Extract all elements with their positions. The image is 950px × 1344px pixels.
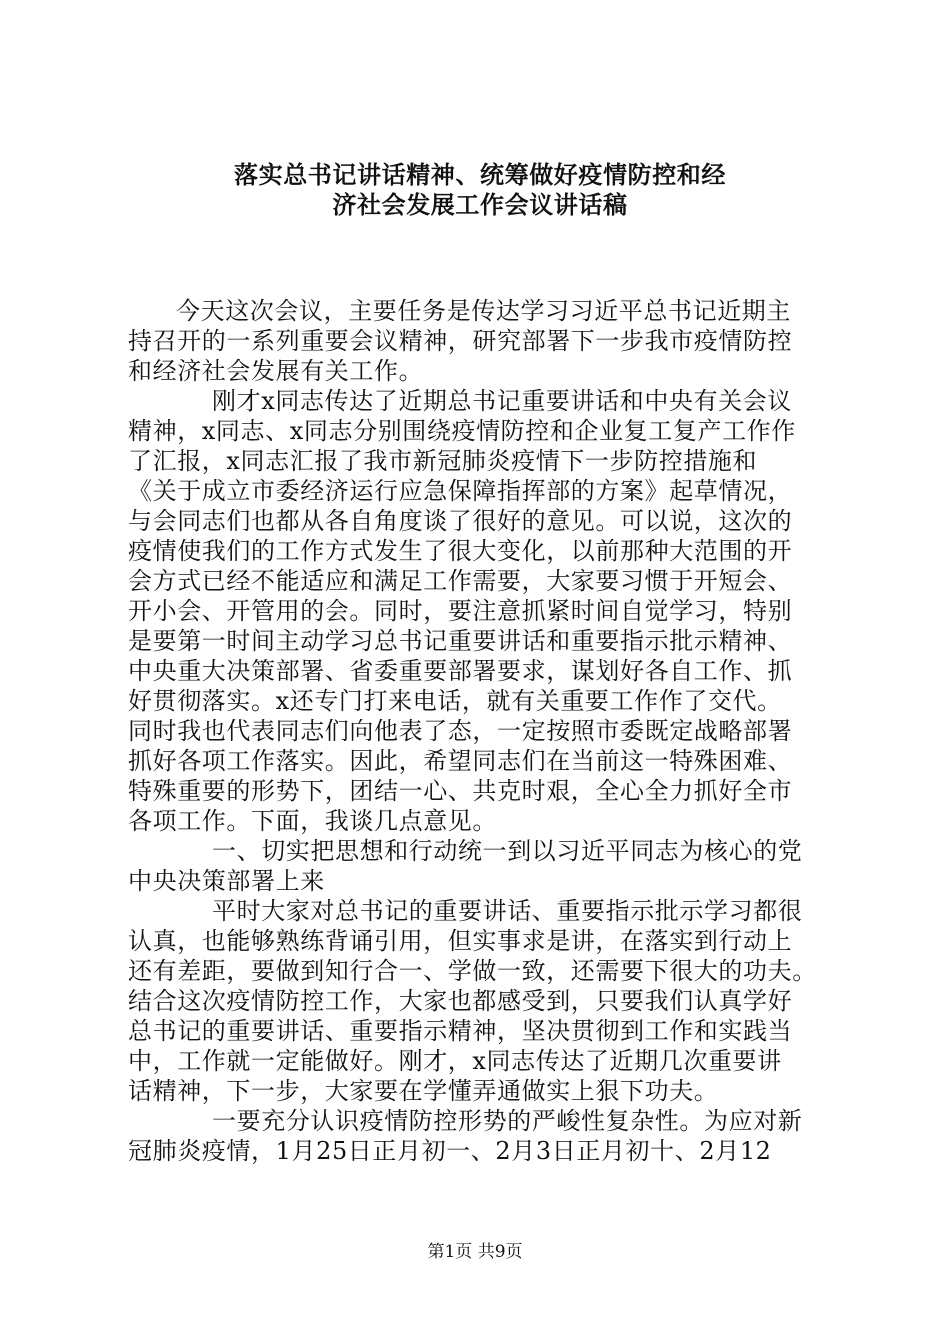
paragraph-2-line: 同时我也代表同志们向他表了态，一定按照市委既定战略部署 <box>128 717 793 745</box>
title-line-1: 落实总书记讲话精神、统筹做好疫情防控和经 <box>234 161 726 189</box>
paragraph-2-line: 抓好各项工作落实。因此，希望同志们在当前这一特殊困难、 <box>128 747 793 775</box>
paragraph-1-line: 持召开的一系列重要会议精神，研究部署下一步我市疫情防控 <box>128 327 793 355</box>
paragraph-4-line: 冠肺炎疫情，1月25日正月初一、2月3日正月初十、2月12 <box>128 1137 772 1165</box>
paragraph-3-line: 平时大家对总书记的重要讲话、重要指示批示学习都很 <box>212 897 803 925</box>
section-heading-line: 一、切实把思想和行动统一到以习近平同志为核心的党 <box>212 837 803 865</box>
paragraph-4-line: 一要充分认识疫情防控形势的严峻性复杂性。为应对新 <box>212 1107 803 1135</box>
paragraph-3-line: 话精神，下一步，大家要在学懂弄通做实上狠下功夫。 <box>128 1077 719 1105</box>
paragraph-3-line: 认真，也能够熟练背诵引用，但实事求是讲，在落实到行动上 <box>128 927 793 955</box>
paragraph-2-line: 中央重大决策部署、省委重要部署要求，谋划好各自工作、抓 <box>128 657 793 685</box>
paragraph-3-line: 还有差距，要做到知行合一、学做一致，还需要下很大的功夫。 <box>128 957 817 985</box>
paragraph-3-line: 结合这次疫情防控工作，大家也都感受到，只要我们认真学好 <box>128 987 793 1015</box>
paragraph-2-line: 各项工作。下面，我谈几点意见。 <box>128 807 497 835</box>
paragraph-2-line: 是要第一时间主动学习总书记重要讲话和重要指示批示精神、 <box>128 627 793 655</box>
page-footer: 第1页 共9页 <box>427 1242 523 1262</box>
paragraph-2-line: 会方式已经不能适应和满足工作需要，大家要习惯于开短会、 <box>128 567 793 595</box>
paragraph-2-line: 了汇报，x同志汇报了我市新冠肺炎疫情下一步防控措施和 <box>128 447 758 475</box>
section-heading-line: 中央决策部署上来 <box>128 867 325 895</box>
paragraph-2-line: 特殊重要的形势下，团结一心、共克时艰，全心全力抓好全市 <box>128 777 793 805</box>
paragraph-2-line: 与会同志们也都从各自角度谈了很好的意见。可以说，这次的 <box>128 507 793 535</box>
paragraph-1-line: 和经济社会发展有关工作。 <box>128 357 424 385</box>
paragraph-1-line: 今天这次会议，主要任务是传达学习习近平总书记近期主 <box>176 297 791 325</box>
document-title <box>100 160 860 220</box>
document-body <box>128 296 832 1166</box>
paragraph-2-line: 好贯彻落实。x还专门打来电话，就有关重要工作作了交代。 <box>128 687 782 715</box>
paragraph-2-line: 疫情使我们的工作方式发生了很大变化，以前那种大范围的开 <box>128 537 793 565</box>
paragraph-2-line: 开小会、开管用的会。同时，要注意抓紧时间自觉学习，特别 <box>128 597 793 625</box>
paragraph-2-line: 《关于成立市委经济运行应急保障指挥部的方案》起草情况， <box>128 477 793 505</box>
paragraph-3-line: 总书记的重要讲话、重要指示精神，坚决贯彻到工作和实践当 <box>128 1017 793 1045</box>
title-line-2: 济社会发展工作会议讲话稿 <box>332 191 628 219</box>
paragraph-2-line: 刚才x同志传达了近期总书记重要讲话和中央有关会议 <box>212 387 792 415</box>
paragraph-2-line: 精神，x同志、x同志分别围绕疫情防控和企业复工复产工作作 <box>128 417 796 445</box>
paragraph-3-line: 中，工作就一定能做好。刚才，x同志传达了近期几次重要讲 <box>128 1047 782 1075</box>
